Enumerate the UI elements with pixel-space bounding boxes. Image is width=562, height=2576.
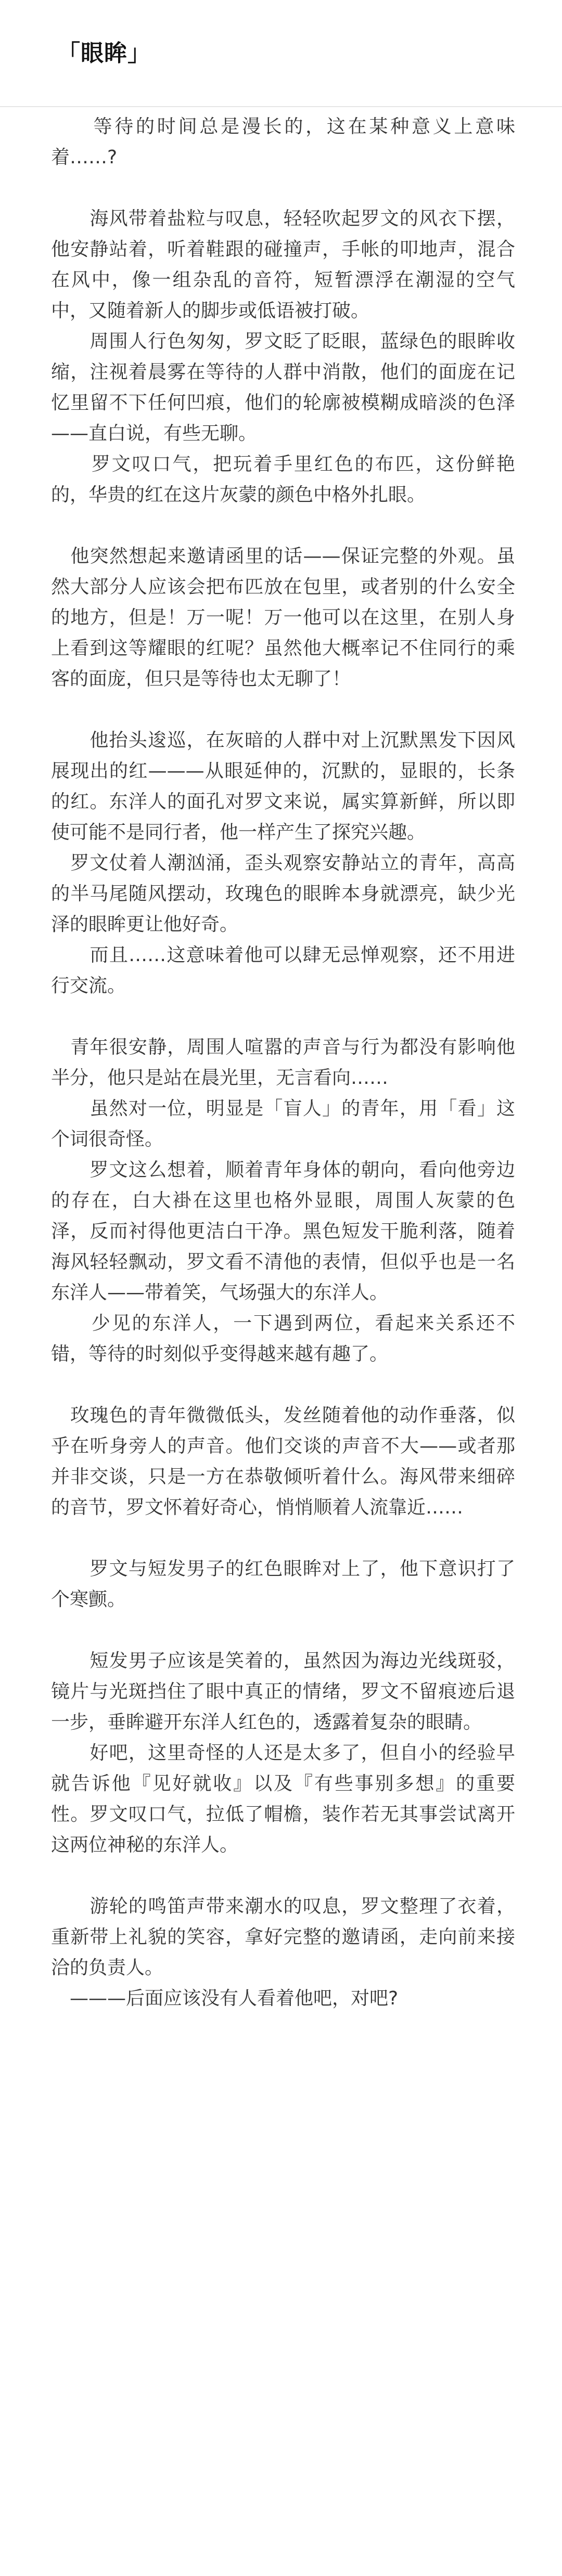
title-bar [0, 0, 562, 107]
paragraph: 他抬头逡巡，在灰暗的人群中对上沉默黑发下因风展现出的红———从眼延伸的，沉默的，显眼的，长条的红。东洋人的面孔对罗文来说，属实算新鲜，所以即使可能不是同行者，他一样产生了探究兴趣。 [51, 730, 515, 843]
blank-line [51, 510, 515, 541]
article-body [51, 111, 515, 2014]
paragraph: 罗文叹口气，把玩着手里红色的布匹，这份鲜艳的，华贵的红在这片灰蒙的颜色中格外扎眼。 [51, 454, 515, 506]
blank-line [51, 694, 515, 725]
paragraph: 好吧，这里奇怪的人还是太多了，但自小的经验早就告诉他『见好就收』以及『有些事别多想』的重要性。罗文叹口气，拉低了帽檐，装作若无其事尝试离开这两位神秘的东洋人。 [51, 1742, 515, 1856]
paragraph: 罗文仗着人潮汹涌，歪头观察安静站立的青年，高高的半马尾随风摆动，玫瑰色的眼眸本身就漂亮，缺少光泽的眼眸更让他好奇。 [51, 852, 515, 935]
paragraph: 周围人行色匆匆，罗文眨了眨眼，蓝绿色的眼眸收缩，注视着晨雾在等待的人群中消散，他们的面庞在记忆里留不下任何凹痕，他们的轮廓被模糊成暗淡的色泽——直白说，有些无聊。 [51, 331, 515, 444]
paragraph: ———后面应该没有人看着他吧，对吧? [51, 1988, 399, 2009]
blank-line [51, 1369, 515, 1400]
blank-line [51, 1001, 515, 1032]
paragraph: 而且……这意味着他可以肆无忌惮观察，还不用进行交流。 [51, 944, 515, 996]
paragraph: 等待的时间总是漫长的，这在某种意义上意味着……? [51, 116, 515, 168]
paragraph: 游轮的鸣笛声带来潮水的叹息，罗文整理了衣着，重新带上礼貌的笑容，拿好完整的邀请函，走向前来接洽的负责人。 [51, 1896, 515, 1978]
paragraph: 罗文这么想着，顺着青年身体的朝向，看向他旁边的存在，白大褂在这里也格外显眼，周围人灰蒙的色泽，反而衬得他更洁白干净。黑色短发干脆利落，随着海风轻轻飘动，罗文看不清他的表情，但似乎也是一名东洋人——带着笑，气场强大的东洋人。 [51, 1159, 515, 1303]
paragraph: 他突然想起来邀请函里的话——保证完整的外观。虽然大部分人应该会把布匹放在包里，或者别的什么安全的地方，但是！万一呢！万一他可以在这里，在别人身上看到这等耀眼的红呢？虽然他大概率记不住同行的乘客的面庞，但只是等待也太无聊了！ [51, 546, 515, 690]
paragraph: 少见的东洋人，一下遇到两位，看起来关系还不错，等待的时刻似乎变得越来越有趣了。 [51, 1313, 515, 1365]
paragraph: 海风带着盐粒与叹息，轻轻吹起罗文的风衣下摆，他安静站着，听着鞋跟的碰撞声，手帐的叩地声，混合在风中，像一组杂乱的音符，短暂漂浮在潮湿的空气中，又随着新人的脚步或低语被打破。 [51, 208, 515, 321]
page-title: 「眼眸」 [57, 40, 151, 67]
paragraph: 短发男子应该是笑着的，虽然因为海边光线斑驳，镜片与光斑挡住了眼中真正的情绪，罗文不留痕迹后退一步，垂眸避开东洋人红色的，透露着复杂的眼睛。 [51, 1650, 515, 1733]
paragraph: 玫瑰色的青年微微低头，发丝随着他的动作垂落，似乎在听身旁人的声音。他们交谈的声音不大——或者那并非交谈，只是一方在恭敬倾听着什么。海风带来细碎的音节，罗文怀着好奇心，悄悄顺着人流靠近…… [51, 1405, 515, 1518]
paragraph: 青年很安静，周围人喧嚣的声音与行为都没有影响他半分，他只是站在晨光里，无言看向…… [51, 1037, 515, 1089]
blank-line [51, 1860, 515, 1891]
paragraph: 罗文与短发男子的红色眼眸对上了，他下意识打了个寒颤。 [51, 1558, 515, 1610]
blank-line [51, 1615, 515, 1646]
blank-line [51, 173, 515, 203]
blank-line [51, 1523, 515, 1554]
paragraph: 虽然对一位，明显是「盲人」的青年，用「看」这个词很奇怪。 [51, 1098, 515, 1150]
